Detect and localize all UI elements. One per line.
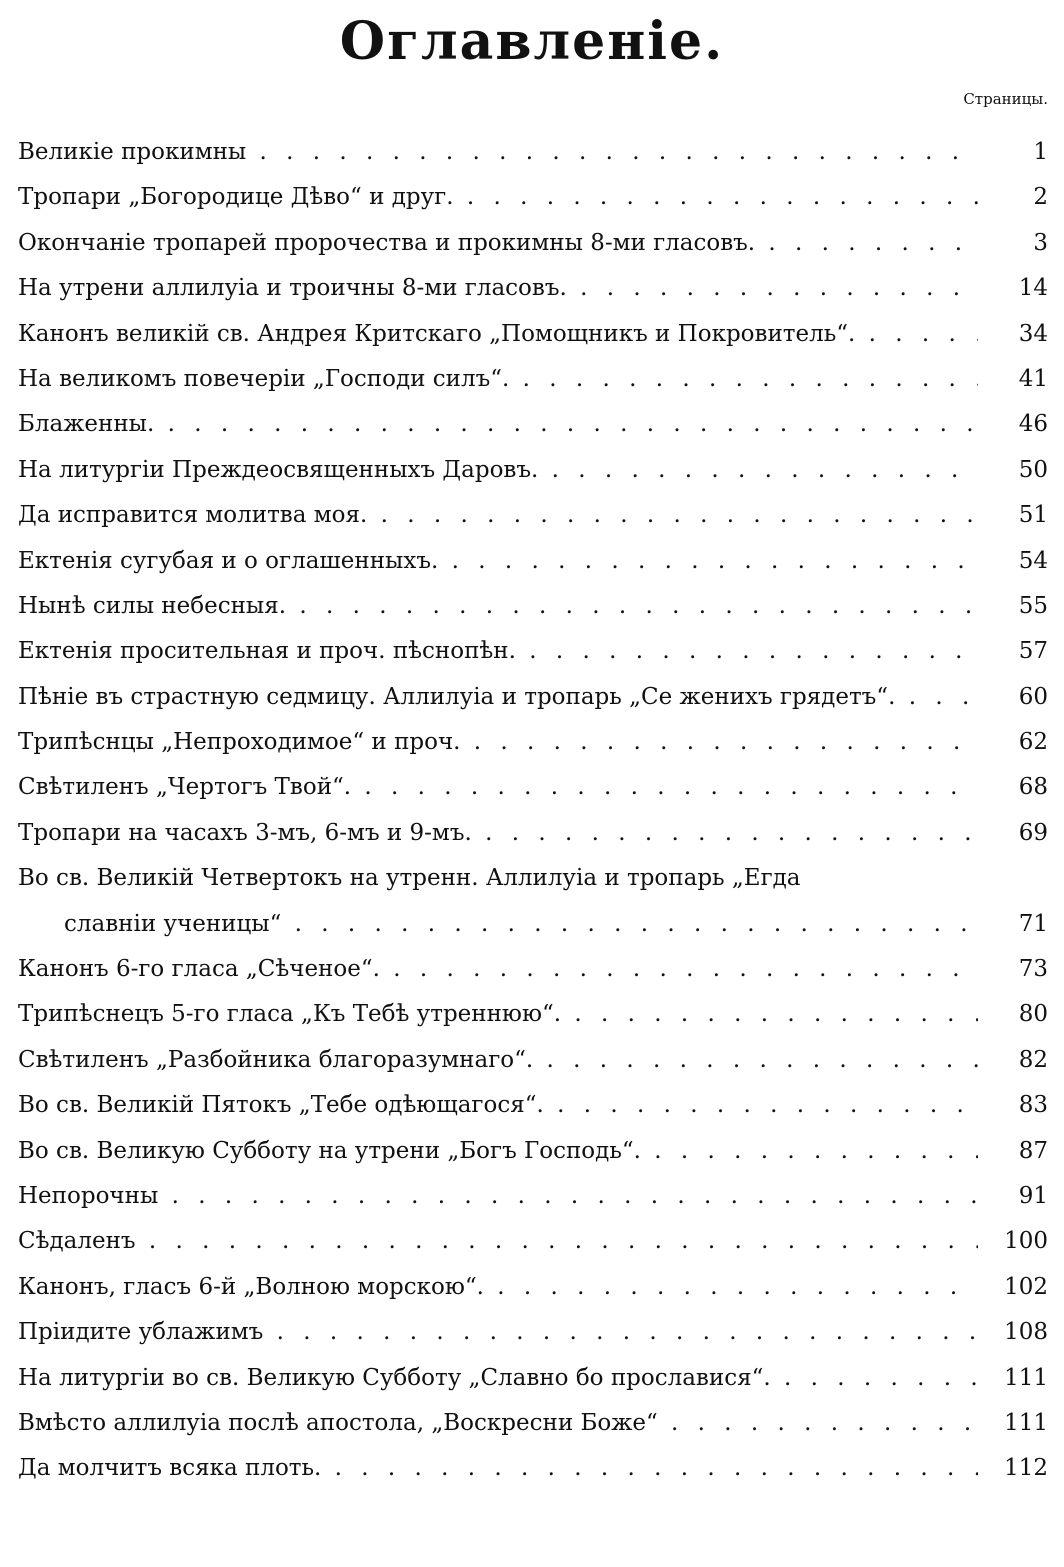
table-of-contents (18, 130, 1048, 1492)
page-title: Оглавленіе. (339, 11, 725, 72)
toc-entry-page: 2 (1033, 184, 1048, 211)
toc-entry (18, 312, 1048, 357)
toc-entry (18, 1174, 1048, 1219)
toc-entry (18, 856, 1048, 947)
toc-entry-page: 108 (1004, 1319, 1048, 1346)
toc-entry-page: 111 (1004, 1409, 1048, 1436)
toc-entry (18, 1401, 1048, 1446)
toc-entry-page: 68 (1018, 774, 1048, 801)
toc-entry (18, 1219, 1048, 1264)
toc-entry-page: 62 (1018, 729, 1048, 756)
toc-entry (18, 266, 1048, 311)
toc-entry-page: 112 (1004, 1455, 1048, 1482)
toc-entry-label: На утрени аллилуіа и троичны 8-ми гласовъ. . . (18, 266, 978, 311)
toc-entry-label: Непорочны . . (18, 1174, 978, 1219)
toc-entry-page: 80 (1018, 1001, 1048, 1028)
toc-entry-page: 46 (1018, 411, 1048, 438)
toc-entry-label: Блаженны. . . (18, 402, 978, 447)
toc-entry (18, 1265, 1048, 1310)
toc-entry-page: 57 (1018, 638, 1048, 665)
toc-entry-label: Во св. Великій Пятокъ „Тебе одѣющагося“. . . (18, 1083, 978, 1128)
toc-entry-label: Канонъ 6-го гласа „Сѣченое“. . . (18, 947, 978, 992)
toc-entry-label: Пріидите ублажимъ . . (18, 1310, 978, 1355)
pages-column-header: Страницы. (963, 90, 1048, 108)
toc-entry-label: Нынѣ силы небесныя. . . (18, 584, 978, 629)
toc-entry-label: На литургіи во св. Великую Субботу „Славно бо прославися“. . . (18, 1356, 978, 1401)
toc-entry (18, 221, 1048, 266)
toc-entry-label: Во св. Великую Субботу на утрени „Богъ Господь“. . . (18, 1129, 978, 1174)
toc-entry-label: Да исправится молитва моя. . . (18, 493, 978, 538)
toc-entry-label: Сѣдаленъ . . (18, 1219, 978, 1264)
toc-entry-page: 71 (1018, 910, 1048, 937)
toc-entry (18, 1356, 1048, 1401)
toc-entry-label: Ектенія сугубая и о оглашенныхъ. . . (18, 539, 978, 584)
toc-entry-label: На великомъ повечеріи „Господи силъ“. . . (18, 357, 978, 402)
toc-entry (18, 720, 1048, 765)
toc-entry-page: 41 (1018, 365, 1048, 392)
toc-entry-label: Окончаніе тропарей пророчества и прокимны 8-ми гласовъ. . . (18, 221, 978, 266)
toc-entry-label-line2: славніи ученицы“ . . (18, 902, 978, 947)
toc-entry-label: Канонъ, гласъ 6-й „Волною морскою“. . . (18, 1265, 978, 1310)
toc-entry (18, 1083, 1048, 1128)
toc-entry-page: 60 (1018, 683, 1048, 710)
toc-entry-page: 111 (1004, 1364, 1048, 1391)
toc-entry (18, 811, 1048, 856)
toc-entry (18, 539, 1048, 584)
toc-entry-label: Трипѣснецъ 5-го гласа „Къ Тебѣ утреннюю“. . . (18, 992, 978, 1037)
toc-entry-page: 100 (1004, 1228, 1048, 1255)
toc-entry (18, 992, 1048, 1037)
toc-entry (18, 402, 1048, 447)
toc-entry (18, 584, 1048, 629)
toc-entry-label: Великіе прокимны . . (18, 130, 978, 175)
toc-entry (18, 175, 1048, 220)
toc-entry-page: 3 (1033, 229, 1048, 256)
toc-entry (18, 357, 1048, 402)
toc-entry-label: На литургіи Преждеосвященныхъ Даровъ. . . (18, 448, 978, 493)
toc-entry-label: Свѣтиленъ „Разбойника благоразумнаго“. . . (18, 1038, 978, 1083)
toc-entry-page: 87 (1018, 1137, 1048, 1164)
toc-entry-page: 50 (1018, 456, 1048, 483)
toc-entry-label: Свѣтиленъ „Чертогъ Твой“. . . (18, 765, 978, 810)
toc-entry-page: 1 (1033, 139, 1048, 165)
toc-entry-page: 54 (1018, 547, 1048, 574)
toc-entry-label: Тропари на часахъ 3-мъ, 6-мъ и 9-мъ. . . (18, 811, 978, 856)
toc-entry-page: 102 (1004, 1273, 1048, 1300)
toc-entry (18, 675, 1048, 720)
toc-entry (18, 629, 1048, 674)
toc-entry-page: 82 (1018, 1046, 1048, 1073)
toc-entry-label: Ектенія просительная и проч. пѣснопѣн. . . (18, 629, 978, 674)
toc-entry-page: 69 (1018, 819, 1048, 846)
toc-entry-label (18, 856, 978, 947)
toc-entry-page: 83 (1018, 1092, 1048, 1119)
toc-entry-page: 51 (1018, 502, 1048, 529)
toc-entry (18, 130, 1048, 175)
toc-entry-page: 55 (1018, 592, 1048, 619)
toc-entry (18, 1446, 1048, 1491)
toc-entry-page: 34 (1018, 320, 1048, 347)
toc-entry (18, 493, 1048, 538)
toc-entry-page: 73 (1018, 956, 1048, 983)
toc-entry (18, 1129, 1048, 1174)
toc-entry-label: Тропари „Богородице Дѣво“ и друг. . . (18, 175, 978, 220)
toc-entry-label: Канонъ великій св. Андрея Критскаго „Помощникъ и Покровитель“. . . (18, 312, 978, 357)
toc-entry (18, 765, 1048, 810)
toc-entry-label: Пѣніе въ страстную седмицу. Аллилуіа и тропарь „Се женихъ грядетъ“. . . (18, 675, 978, 720)
toc-entry-label: Вмѣсто аллилуіа послѣ апостола, „Воскресни Боже“ . . (18, 1401, 978, 1446)
toc-entry-label-line1: Во св. Великій Четвертокъ на утренн. Аллилуіа и тропарь „Егда (18, 865, 801, 892)
toc-entry (18, 1038, 1048, 1083)
toc-entry-label: Трипѣснцы „Непроходимое“ и проч. . . (18, 720, 978, 765)
toc-entry-page: 14 (1018, 275, 1048, 302)
toc-entry (18, 1310, 1048, 1355)
toc-entry (18, 448, 1048, 493)
toc-entry-page: 91 (1018, 1183, 1048, 1209)
toc-entry-label: Да молчитъ всяка плоть. . . (18, 1446, 978, 1491)
toc-entry (18, 947, 1048, 992)
